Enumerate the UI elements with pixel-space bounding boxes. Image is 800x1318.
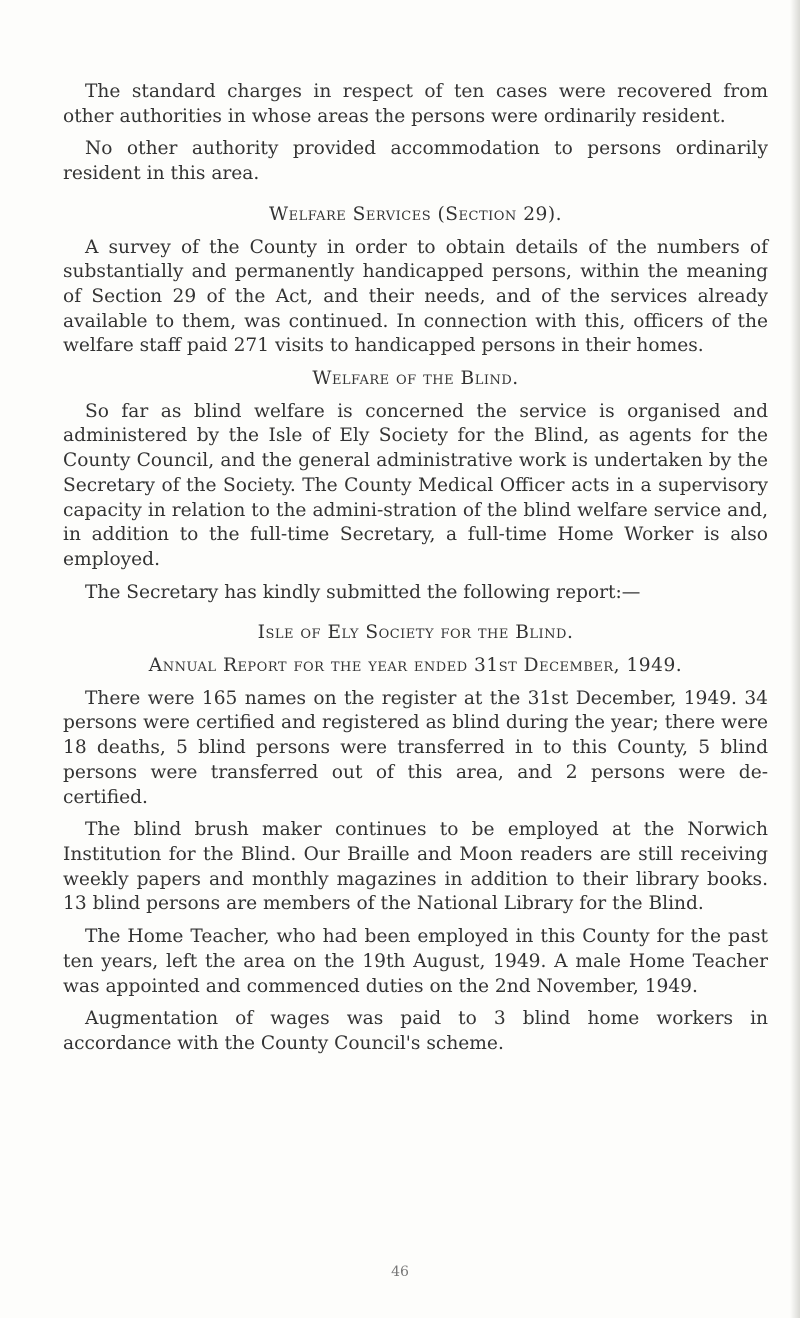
paragraph-blind-welfare-service: So far as blind welfare is concerned the service is organised and administered by the Isle of Ely Society for the Blind, as agents for the County Council, and the general administrative work is undertaken by the Secretary of the Society. The County Medical Officer acts in a supervisory capacity in relation to the admini-stration of the blind welfare service and, in addition to the full-time Secretary, a full-time Home Worker is also employed.	[63, 400, 768, 570]
paragraph-standard-charges: The standard charges in respect of ten cases were recovered from other authorities in whose areas the persons were ordinarily resident.	[63, 81, 768, 127]
paragraph-survey: A survey of the County in order to obtain details of the numbers of substantially and permanently handicapped persons, within the meaning of Section 29 of the Act, and their needs, and of the services already available to them, was continued. In connection with this, officers of the welfare staff paid 271 visits to handicapped persons in their homes.	[63, 236, 768, 357]
paragraph-secretary-report: The Secretary has kindly submitted the following report:—	[85, 581, 641, 603]
heading-welfare-of-the-blind: Welfare of the Blind.	[312, 368, 519, 390]
paragraph-register: There were 165 names on the register at the 31st December, 1949. 34 persons were certified and registered as blind during the year; there were 18 deaths, 5 blind persons were transferred in to this County, 5 blind persons were transferred out of this area, and 2 persons were de-certified.	[63, 687, 768, 808]
paragraph-augmentation: Augmentation of wages was paid to 3 blind home workers in accordance with the County Council's scheme.	[63, 1008, 768, 1054]
heading-annual-report: Annual Report for the year ended 31st December, 1949.	[148, 655, 683, 677]
paragraph-no-other-authority: No other authority provided accommodation to persons ordinarily resident in this area.	[63, 138, 768, 185]
heading-welfare-services: Welfare Services (Section 29).	[268, 203, 563, 225]
page-edge-shadow	[790, 0, 800, 1318]
heading-isle-of-ely-society: Isle of Ely Society for the Blind.	[257, 622, 574, 644]
paragraph-home-teacher: The Home Teacher, who had been employed in this County for the past ten years, left the area on the 19th August, 1949. A male Home Teacher was appointed and commenced duties on the 2nd November, 1949.	[63, 926, 768, 997]
paragraph-brush-maker: The blind brush maker continues to be employed at the Norwich Institution for the Blind. Our Braille and Moon readers are still receiving weekly papers and monthly magazines in addition to their library books. 13 blind persons are members of the National Library for the Blind.	[63, 819, 768, 915]
document-body	[63, 80, 768, 1065]
page-number: 46	[391, 1264, 409, 1280]
